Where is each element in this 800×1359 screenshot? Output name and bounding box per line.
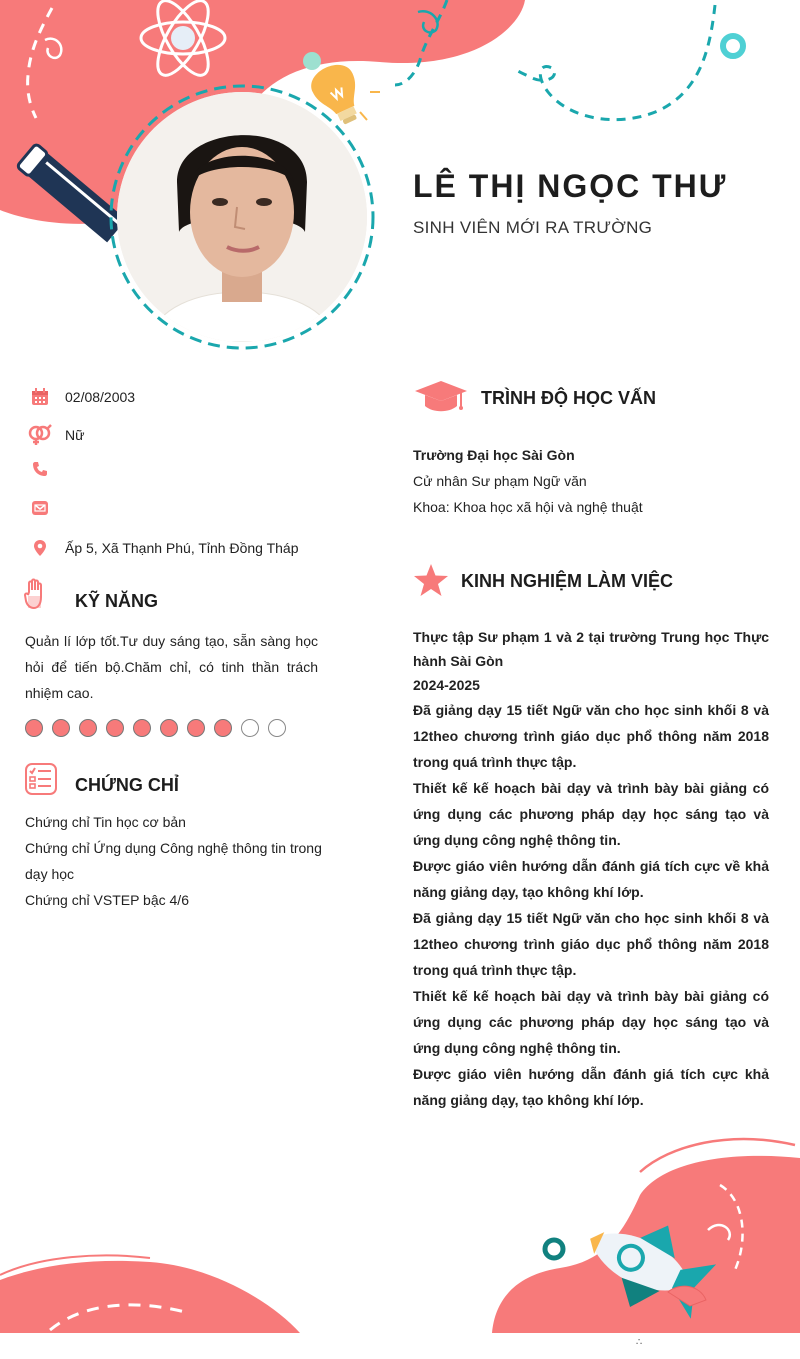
- rating-dot-filled: [52, 719, 70, 737]
- experience-section: [413, 625, 769, 1113]
- rating-dot-filled: [214, 719, 232, 737]
- certificate-item: Chứng chỉ Ứng dụng Công nghệ thông tin trong dạy học: [25, 840, 322, 882]
- info-phone: [25, 456, 65, 482]
- faculty: Khoa: Khoa học xã hội và nghệ thuật: [413, 499, 643, 515]
- rating-dot-filled: [79, 719, 97, 737]
- experience-position: Thực tập Sư phạm 1 và 2 tại trường Trung học Thực hành Sài Gòn: [413, 629, 769, 669]
- experience-detail: Thiết kế kế hoạch bài dạy và trình bày bài giảng có ứng dụng các phương pháp dạy học sáng tạo và ứng dụng công nghệ thông tin.: [413, 780, 769, 848]
- rating-dot-filled: [187, 719, 205, 737]
- full-name: LÊ THỊ NGỌC THƯ: [413, 168, 728, 204]
- rating-dot-filled: [106, 719, 124, 737]
- experience-detail: Đã giảng dạy 15 tiết Ngữ văn cho học sinh khối 8 và 12theo chương trình giáo dục phổ thông năm 2018 trong quá trình thực tập.: [413, 910, 769, 978]
- job-title: SINH VIÊN MỚI RA TRƯỜNG: [413, 218, 653, 237]
- graduation-cap-icon: [413, 381, 469, 418]
- experience-period: 2024-2025: [413, 677, 480, 693]
- certificates-title: CHỨNG CHỈ: [75, 775, 179, 795]
- degree: Cử nhân Sư phạm Ngữ văn: [413, 473, 587, 489]
- rating-dot-filled: [133, 719, 151, 737]
- info-birthday: [25, 384, 135, 410]
- certificates-list: [25, 809, 325, 913]
- profile-photo: [117, 92, 367, 342]
- education-title: TRÌNH ĐỘ HỌC VẤN: [481, 388, 656, 408]
- info-gender: [25, 422, 84, 448]
- location-pin-icon: [25, 539, 55, 557]
- mail-icon: [25, 500, 55, 516]
- certificate-item: Chứng chỉ VSTEP bậc 4/6: [25, 892, 189, 908]
- education-section: [413, 442, 773, 520]
- skill-rating: [25, 719, 286, 737]
- rating-dot-empty: [241, 719, 259, 737]
- experience-detail: Đã giảng dạy 15 tiết Ngữ văn cho học sinh khối 8 và 12theo chương trình giáo dục phổ thông năm 2018 trong quá trình thực tập.: [413, 702, 769, 770]
- experience-detail: Được giáo viên hướng dẫn đánh giá tích cực về khả năng giảng dạy, tạo không khí lớp.: [413, 858, 769, 900]
- calendar-icon: [25, 387, 55, 407]
- gender-value: Nữ: [65, 427, 85, 443]
- address-value: Ấp 5, Xã Thạnh Phú, Tỉnh Đồng Tháp: [65, 540, 299, 556]
- page-mark: ∴: [636, 1337, 643, 1348]
- school-name: Trường Đại học Sài Gòn: [413, 447, 575, 463]
- skills-title: KỸ NĂNG: [75, 591, 159, 611]
- checklist-icon: [25, 763, 57, 800]
- experience-title: KINH NGHIỆM LÀM VIỆC: [461, 571, 674, 591]
- rating-dot-filled: [25, 719, 43, 737]
- info-email: [25, 495, 65, 521]
- phone-icon: [25, 461, 55, 477]
- gender-icon: [25, 424, 55, 446]
- experience-detail: Thiết kế kế hoạch bài dạy và trình bày bài giảng có ứng dụng các phương pháp dạy học sáng tạo và ứng dụng công nghệ thông tin.: [413, 988, 769, 1056]
- star-icon: [413, 563, 449, 602]
- hand-icon: [24, 578, 48, 615]
- skills-text: Quản lí lớp tốt.Tư duy sáng tạo, sẵn sàng học hỏi để tiến bộ.Chăm chỉ, có tinh thần trách nhiệm cao.: [25, 633, 318, 701]
- portrait-illustration: [117, 92, 367, 342]
- certificate-item: Chứng chỉ Tin học cơ bản: [25, 814, 186, 830]
- birthday-value: 02/08/2003: [65, 389, 136, 405]
- experience-detail: Được giáo viên hướng dẫn đánh giá tích cực khả năng giảng dạy, tạo không khí lớp.: [413, 1066, 769, 1108]
- rating-dot-filled: [160, 719, 178, 737]
- info-address: [25, 535, 299, 561]
- rating-dot-empty: [268, 719, 286, 737]
